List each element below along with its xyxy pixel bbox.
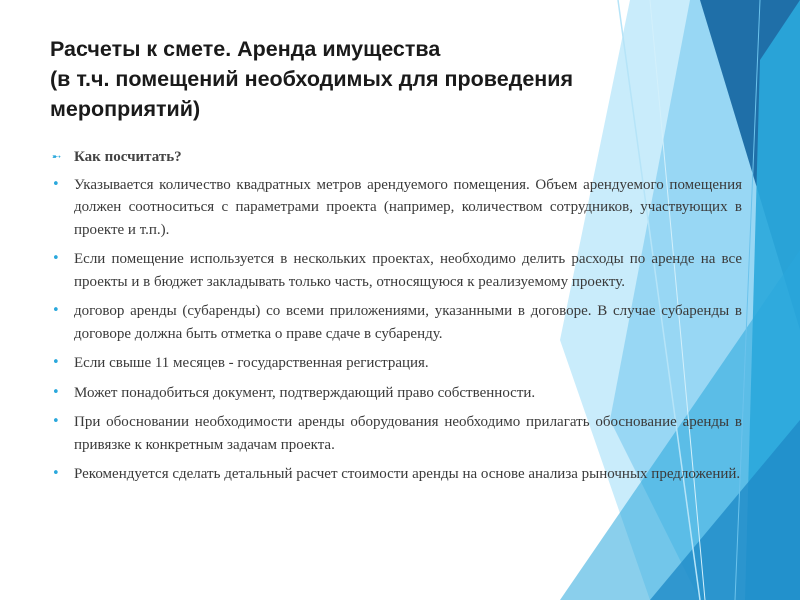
list-item-text: Если свыше 11 месяцев - государственная регистрация. <box>74 355 429 371</box>
list-item-text: Рекомендуется сделать детальный расчет стоимости аренды на основе анализа рыночных предложений. <box>74 466 741 482</box>
bullet-icon: • <box>52 466 60 481</box>
list-item <box>52 352 742 375</box>
heading-text: Как посчитать? <box>74 149 182 165</box>
slide-content <box>52 146 742 493</box>
list-item-text: При обосновании необходимости аренды оборудования необходимо прилагать обоснование аренды в привязке к конкретным задачам проекта. <box>74 414 742 453</box>
list-item <box>52 463 742 486</box>
list-item <box>52 411 742 456</box>
title-line: Расчеты к смете. Аренда имущества <box>50 37 441 61</box>
list-item <box>52 382 742 405</box>
title-line: (в т.ч. помещений необходимых для проведения <box>50 67 574 91</box>
list-heading <box>52 146 742 169</box>
bullet-icon: • <box>52 384 60 400</box>
bullet-icon: • <box>52 303 60 318</box>
arrow-bullet-icon: ➸ <box>52 150 62 163</box>
title-line: мероприятий) <box>50 97 201 121</box>
list-item-text: Указывается количество квадратных метров арендуемого помещения. Объем арендуемого помещения должен соотноситься с параметрами проекта (например, количеством сотрудников, участвующих в проекте и т.п.). <box>74 176 742 238</box>
list-item-text: Может понадобиться документ, подтверждающий право собственности. <box>74 384 536 401</box>
list-item <box>52 300 742 345</box>
list-item-text: Если помещение используется в нескольких проектах, необходимо делить расходы по аренде на все проекты и в бюджет закладывать только часть, относящуюся к реализуемому проекту. <box>74 251 742 290</box>
bullet-icon: • <box>52 251 60 266</box>
list-item <box>52 174 742 242</box>
bullet-icon: • <box>52 176 60 192</box>
list-item <box>52 248 742 293</box>
bullet-icon: • <box>52 414 60 429</box>
slide-title <box>50 34 650 124</box>
bullet-icon: • <box>52 355 60 370</box>
list-item-text: договор аренды (субаренды) со всеми приложениями, указанными в договоре. В случае субаренды в договоре должна быть отметка о праве сдаче в субаренду. <box>74 303 742 342</box>
